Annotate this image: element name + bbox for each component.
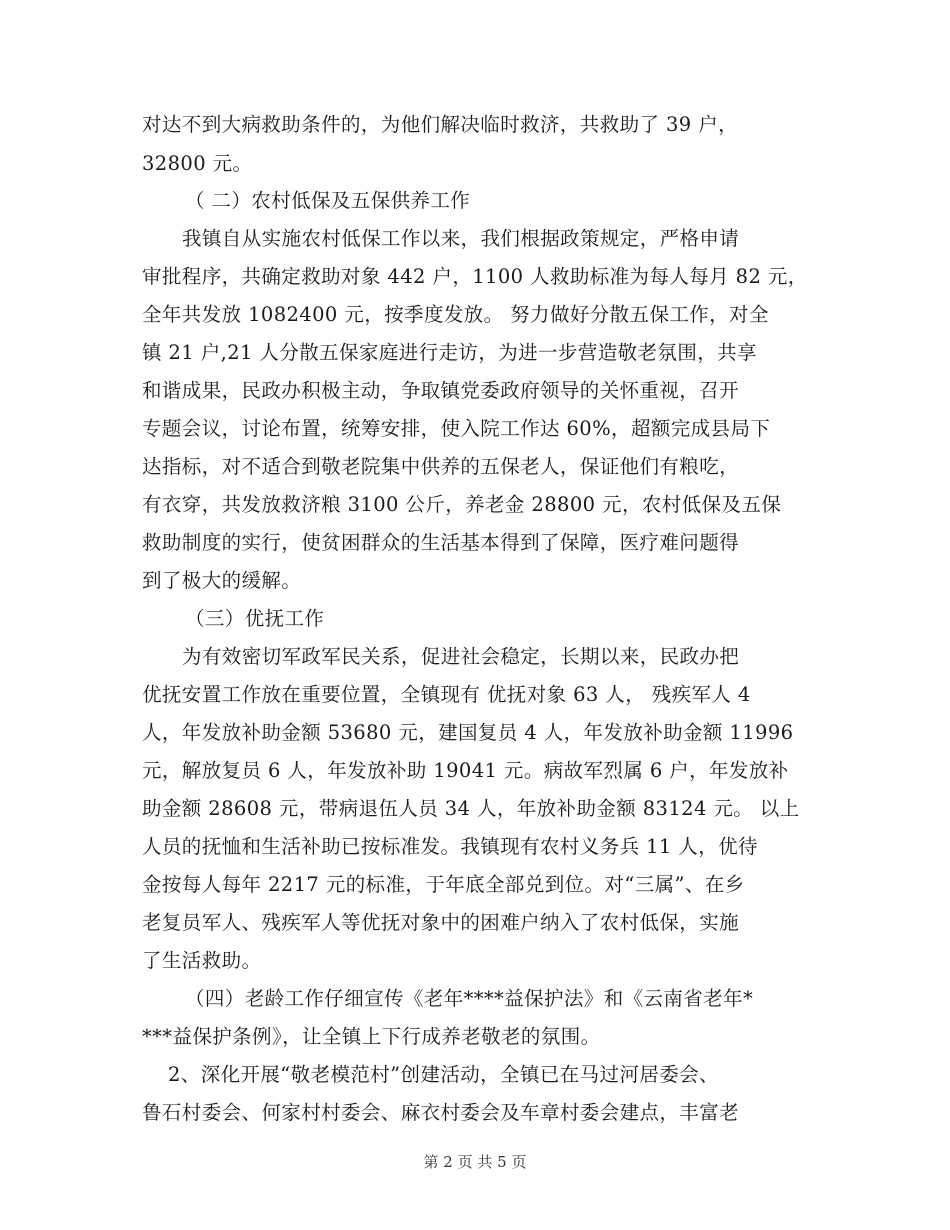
text-line: 有衣穿，共发放救济粮 3100 公斤，养老金 28800 元，农村低保及五保 bbox=[142, 493, 782, 516]
text-line: 助金额 28608 元，带病退伍人员 34 人，年放补助金额 83124 元。 以上 bbox=[142, 797, 800, 820]
text-line: 镇 21 户,21 人分散五保家庭进行走访，为进一步营造敬老氛围，共享 bbox=[142, 341, 757, 364]
text-line: 32800 元。 bbox=[142, 152, 253, 175]
text-line: 人员的抚恤和生活补助已按标准发。我镇现有农村义务兵 11 人，优待 bbox=[142, 835, 758, 858]
text-line: 鲁石村委会、何家村村委会、麻衣村委会及车章村委会建点，丰富老 bbox=[142, 1101, 740, 1124]
text-line: （四）老龄工作仔细宣传《老年****益保护法》和《云南省老年* bbox=[185, 987, 754, 1010]
text-line: 人，年发放补助金额 53680 元，建国复员 4 人，年发放补助金额 11996 bbox=[142, 721, 794, 744]
text-line: 专题会议，讨论布置，统筹安排，使入院工作达 60%，超额完成县局下 bbox=[142, 417, 771, 440]
text-line: 优抚安置工作放在重要位置，全镇现有 优抚对象 63 人， 残疾军人 4 bbox=[142, 683, 751, 706]
text-line: 到了极大的缓解。 bbox=[142, 569, 302, 592]
page-number-footer: 第 2 页 共 5 页 bbox=[423, 1153, 527, 1171]
section-heading: （三）优抚工作 bbox=[185, 607, 325, 630]
text-line: 我镇自从实施农村低保工作以来，我们根据政策规定，严格申请 bbox=[182, 227, 740, 250]
text-line: 了生活救助。 bbox=[142, 949, 262, 972]
text-line: 对达不到大病救助条件的，为他们解决临时救济，共救助了 39 户， bbox=[142, 113, 739, 136]
text-line: 2、深化开展“敬老模范村”创建活动，全镇已在马过河居委会、 bbox=[168, 1063, 719, 1086]
text-line: 审批程序，共确定救助对象 442 户，1100 人救助标准为每人每月 82 元， bbox=[142, 265, 808, 288]
text-line: 老复员军人、残疾军人等优抚对象中的困难户纳入了农村低保，实施 bbox=[142, 911, 740, 934]
text-line: 救助制度的实行，使贫困群众的生活基本得到了保障，医疗难问题得 bbox=[142, 531, 740, 554]
text-line: 达指标，对不适合到敬老院集中供养的五保老人，保证他们有粮吃， bbox=[142, 455, 740, 478]
text-line: 和谐成果，民政办积极主动，争取镇党委政府领导的关怀重视，召开 bbox=[142, 379, 740, 402]
text-line: 金按每人每年 2217 元的标准，于年底全部兑到位。对“三属”、在乡 bbox=[142, 873, 745, 896]
text-line: ***益保护条例》，让全镇上下行成养老敬老的氛围。 bbox=[142, 1025, 601, 1048]
text-line: 元，解放复员 6 人，年发放补助 19041 元。病故军烈属 6 户，年发放补 bbox=[142, 759, 789, 782]
text-line: 为有效密切军政军民关系，促进社会稳定，长期以来，民政办把 bbox=[182, 645, 740, 668]
section-heading: （ 二）农村低保及五保供养工作 bbox=[185, 189, 471, 212]
text-line: 全年共发放 1082400 元，按季度发放。 努力做好分散五保工作，对全 bbox=[142, 303, 769, 326]
